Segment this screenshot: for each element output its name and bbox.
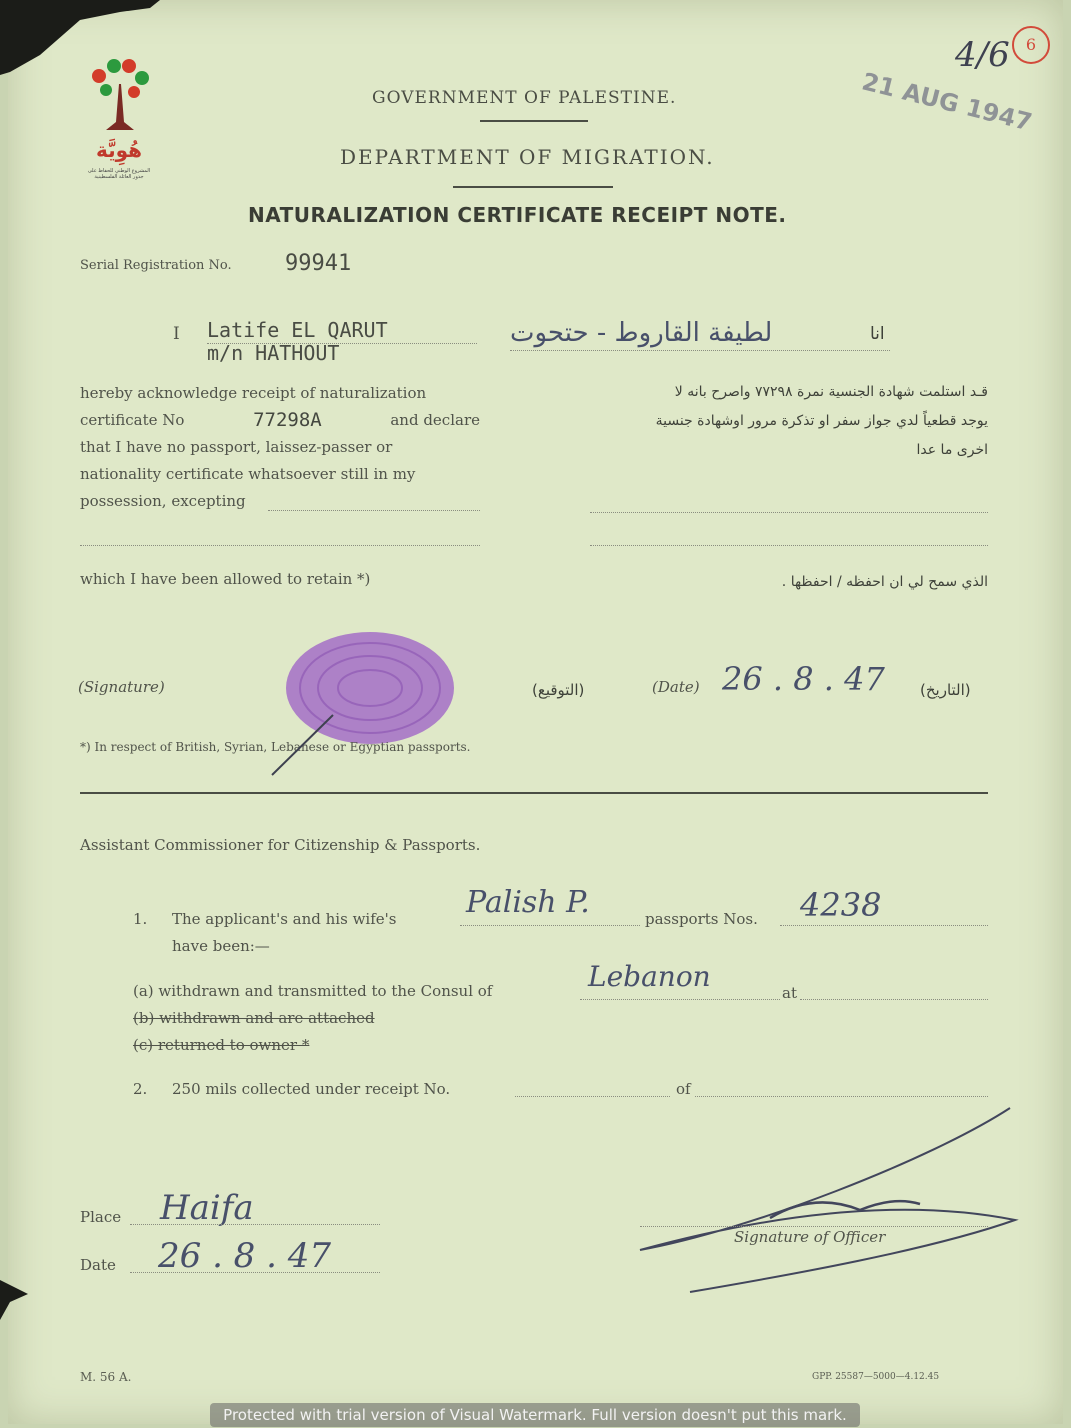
item1-dotted-2	[780, 925, 988, 926]
place-dotted	[130, 1224, 380, 1225]
left-edge-mark	[0, 1280, 30, 1320]
footnote: *) In respect of British, Syrian, Lebanese or Egyptian passports.	[80, 740, 471, 754]
item2-number: 2.	[133, 1080, 148, 1098]
date-bottom-label: Date	[80, 1256, 116, 1274]
logo-text: هُوِيَّة	[95, 138, 143, 162]
decl-line5: possession, excepting	[80, 492, 246, 510]
item1-text-b: passports Nos.	[645, 910, 758, 928]
name-dotted-line	[207, 343, 477, 344]
date-bottom-handwritten: 26 . 8 . 47	[158, 1236, 332, 1276]
date-bottom-dotted	[130, 1272, 380, 1273]
arabic-decl-line2: يوجد قطعياً لدي جواز سفر او تذكرة مرور اوشهادة جنسية	[655, 413, 988, 429]
excepting-dotted-line-2	[80, 545, 480, 546]
item1-text-c: have been:—	[172, 937, 270, 955]
item1-text-a: The applicant's and his wife's	[172, 910, 397, 928]
excepting-dotted-line	[268, 510, 480, 511]
red-circle-number: 6	[1012, 26, 1050, 64]
cert-number: 77298A	[253, 409, 322, 431]
decl-line2	[80, 407, 480, 434]
option-b: (b) withdrawn and are attached	[133, 1009, 375, 1027]
trial-watermark-banner: Protected with trial version of Visual Watermark. Full version doesn't put this mark.	[210, 1403, 860, 1427]
printer-code: GPP. 25587—5000—4.12.45	[812, 1372, 940, 1382]
item2-dotted-1	[515, 1096, 670, 1097]
arabic-decl-line1: قـد استلمت شهادة الجنسية نمرة ٧٧٢٩٨ واصرح بانه لا	[674, 384, 988, 400]
date-label: (Date)	[652, 678, 700, 696]
section-divider	[80, 792, 988, 794]
place-handwritten: Haifa	[160, 1188, 254, 1228]
date-arabic-label: (التاريخ)	[920, 681, 971, 699]
corner-folio-number: 4/6	[955, 35, 1010, 75]
decl-line4: nationality certificate whatsoever still in my	[80, 465, 416, 483]
date-handwritten: 26 . 8 . 47	[722, 660, 885, 698]
decl-line1: hereby acknowledge receipt of naturalization	[80, 384, 427, 402]
signature-arabic-label: (التوقيع)	[532, 681, 585, 699]
officer-signature-scrawl	[630, 1100, 1020, 1300]
arabic-name-handwritten: لطيفة القاروط - حتحوت	[510, 318, 773, 348]
serial-value: 99941	[285, 251, 352, 276]
date-stamp: 21 AUG 1947	[859, 67, 1035, 137]
signature-label: (Signature)	[78, 678, 165, 696]
option-a-dotted	[580, 999, 780, 1000]
passport-number-handwritten: 4238	[800, 886, 882, 924]
arabic-name-dotted-line	[510, 350, 890, 351]
place-label: Place	[80, 1208, 122, 1226]
tree-icon	[84, 54, 154, 134]
decl-line2-end: and declare	[390, 411, 480, 429]
cert-label: certificate No	[80, 411, 185, 429]
heading-rule-1	[480, 120, 588, 122]
officer-dotted	[640, 1226, 988, 1227]
declarant-name-line1: Latife EL QARUT	[207, 318, 388, 342]
english-declaration	[80, 380, 480, 515]
arabic-dotted-line-1	[590, 512, 988, 513]
item2-of: of	[676, 1080, 691, 1098]
pen-slash-mark	[268, 712, 338, 778]
arabic-prefix: انا	[870, 324, 885, 344]
retain-text: which I have been allowed to retain *)	[80, 570, 371, 588]
option-a: (a) withdrawn and transmitted to the Consul of	[133, 982, 493, 1000]
serial-label: Serial Registration No.	[80, 258, 232, 273]
item1-number: 1.	[133, 910, 148, 928]
department-heading: DEPARTMENT OF MIGRATION.	[340, 145, 715, 169]
arabic-dotted-line-2	[590, 545, 988, 546]
commissioner-heading: Assistant Commissioner for Citizenship & Passports.	[80, 836, 481, 854]
consul-country-handwritten: Lebanon	[588, 960, 711, 993]
decl-line3: that I have no passport, laissez-passer or	[80, 438, 393, 456]
option-a-end: at	[782, 984, 797, 1002]
item2-text: 250 mils collected under receipt No.	[172, 1080, 451, 1098]
option-a-dotted-2	[800, 999, 988, 1000]
arabic-declaration	[586, 378, 988, 465]
option-c: (c) returned to owner *	[133, 1036, 310, 1054]
item1-dotted-1	[460, 925, 640, 926]
declarant-name-line2: m/n HATHOUT	[207, 341, 340, 365]
officer-signature-label: Signature of Officer	[734, 1228, 886, 1246]
item2-dotted-2	[695, 1096, 988, 1097]
declarant-prefix: I	[173, 324, 180, 344]
form-number: M. 56 A.	[80, 1370, 132, 1384]
government-heading: GOVERNMENT OF PALESTINE.	[372, 88, 677, 108]
logo-subtitle: المشروع الوطني للحفاظ على جذور العائلة الفلسطينية	[87, 168, 151, 180]
document-title: NATURALIZATION CERTIFICATE RECEIPT NOTE.	[248, 203, 787, 227]
arabic-decl-line3: اخرى ما عدا	[916, 442, 988, 458]
heading-rule-2	[453, 186, 613, 188]
retain-arabic: الذي سمح لي ان احفظه / احفظها .	[781, 574, 988, 590]
hawiya-logo	[84, 54, 154, 194]
item1-handwritten-type: Palish P.	[466, 885, 590, 920]
